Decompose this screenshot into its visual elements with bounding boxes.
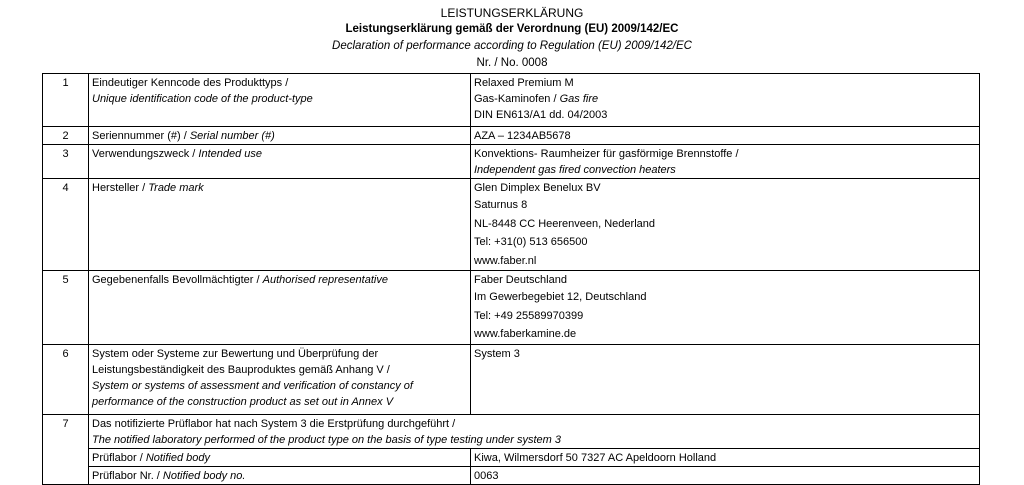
value-de: Konvektions- Raumheizer für gasförmige Brennstoffe /	[474, 148, 739, 160]
value-line: Faber Deutschland	[474, 274, 567, 286]
row-label	[89, 448, 471, 466]
row-label	[89, 271, 471, 345]
row-label	[89, 344, 471, 414]
table-row	[43, 414, 980, 448]
value-line: Relaxed Premium M	[474, 77, 574, 89]
value-en: Independent gas fired convection heaters	[474, 164, 676, 176]
label-en: Unique identification code of the product-type	[92, 93, 313, 105]
document-subtitle-de: Leistungserklärung gemäß der Verordnung (EU) 2009/142/EC	[345, 23, 679, 35]
value-line: NL-8448 CC Heerenveen, Nederland	[474, 217, 655, 230]
table-row	[43, 466, 980, 484]
row-label	[89, 74, 471, 127]
value-line: Tel: +31(0) 513 656500	[474, 236, 588, 248]
label-en: Trade mark	[148, 182, 204, 194]
row-value: AZA – 1234AB5678	[471, 127, 980, 145]
row-number: 5	[43, 271, 89, 345]
row-label	[89, 414, 980, 448]
row-number: 6	[43, 344, 89, 414]
document-number: Nr. / No. 0008	[476, 57, 548, 69]
value-line: Tel: +49 25589970399	[474, 309, 584, 322]
label-de: Hersteller /	[92, 182, 149, 194]
label-en: Serial number (#)	[189, 130, 275, 142]
row-label	[89, 145, 471, 179]
table-row	[43, 127, 980, 145]
value-line: Glen Dimplex Benelux BV	[474, 182, 601, 194]
row-number: 3	[43, 145, 89, 179]
label-en: Intended use	[198, 148, 263, 160]
label-de: System oder Systeme zur Bewertung und Überprüfung der	[92, 347, 379, 360]
label-en: Authorised representative	[262, 274, 388, 286]
row-value: 0063	[471, 466, 980, 484]
label-de: Seriennummer (#) /	[92, 130, 190, 142]
value-line: www.faber.nl	[474, 254, 537, 267]
table-row	[43, 179, 980, 271]
value-line: www.faberkamine.de	[474, 328, 577, 340]
table-row	[43, 448, 980, 466]
row-value: Kiwa, Wilmersdorf 50 7327 AC Apeldoorn Holland	[471, 448, 980, 466]
label-en: Notified body	[145, 451, 211, 464]
value-line	[474, 91, 976, 107]
label-en: performance of the construction product as set out in Annex V	[92, 395, 394, 408]
row-value	[471, 74, 980, 127]
value-en: Gas fire	[559, 93, 599, 105]
label-de: Gegebenenfalls Bevollmächtigter /	[92, 274, 263, 286]
label-de: Prüflabor /	[92, 451, 146, 464]
label-de: Eindeutiger Kenncode des Produkttyps /	[92, 77, 289, 89]
label-de: Prüflabor Nr. /	[92, 469, 163, 482]
row-label	[89, 127, 471, 145]
value-line: Saturnus 8	[474, 199, 528, 211]
label-en: The notified laboratory performed of the product type on the basis of type testing under system 3	[92, 433, 561, 446]
table-row	[43, 74, 980, 127]
row-number: 4	[43, 179, 89, 271]
label-de: Verwendungszweck /	[92, 148, 199, 160]
label-en: Notified body no.	[162, 469, 246, 482]
declaration-table	[42, 73, 980, 485]
row-value	[471, 145, 980, 179]
value-de: Gas-Kaminofen /	[474, 93, 560, 105]
row-value: System 3	[471, 344, 980, 414]
table-row	[43, 145, 980, 179]
row-value	[471, 179, 980, 271]
row-label	[89, 179, 471, 271]
row-value	[471, 271, 980, 345]
document-title: LEISTUNGSERKLÄRUNG	[440, 6, 584, 20]
table-row	[43, 344, 980, 414]
value-line: DIN EN613/A1 dd. 04/2003	[474, 109, 608, 121]
table-row	[43, 271, 980, 345]
label-de: Leistungsbeständigkeit des Bauproduktes gemäß Anhang V /	[92, 363, 390, 376]
row-number: 1	[43, 74, 89, 127]
label-de: Das notifizierte Prüflabor hat nach System 3 die Erstprüfung durchgeführt /	[92, 417, 456, 430]
row-number: 2	[43, 127, 89, 145]
document-subtitle-en: Declaration of performance according to Regulation (EU) 2009/142/EC	[332, 40, 692, 52]
label-en: System or systems of assessment and verification of constancy of	[92, 379, 413, 392]
row-number: 7	[43, 414, 89, 484]
row-label	[89, 466, 471, 484]
value-line: Im Gewerbegebiet 12, Deutschland	[474, 291, 647, 303]
